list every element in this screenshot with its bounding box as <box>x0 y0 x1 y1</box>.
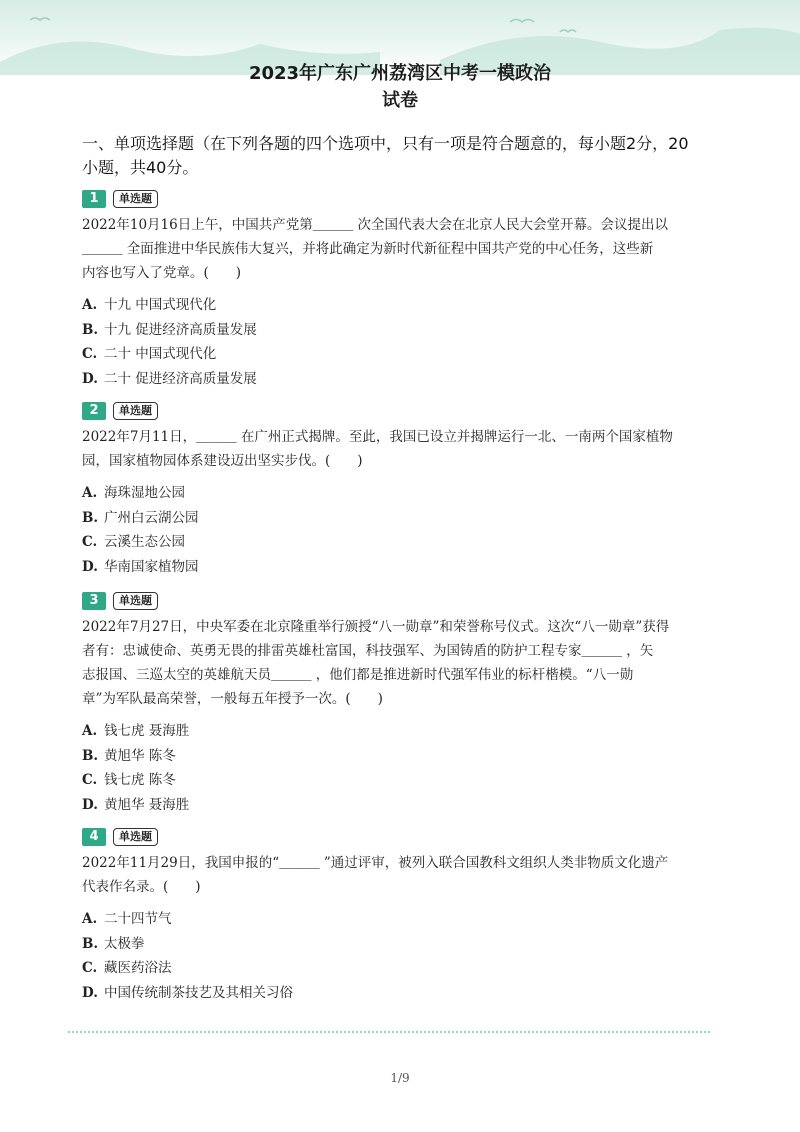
option-letter: A. <box>82 485 98 501</box>
question-stem: 2022年7月11日，＿＿＿ 在广州正式揭牌。至此，我国已设立并揭牌运行一北、一南两个国家植物 园，国家植物园体系建设迈出坚实步伐。( ) <box>82 429 673 469</box>
option-text: 钱七虎 聂海胜 <box>104 723 190 739</box>
option-letter: C. <box>82 346 98 362</box>
option-c[interactable] <box>82 342 702 367</box>
option-b[interactable] <box>82 744 702 769</box>
option-letter: B. <box>82 509 99 526</box>
option-letter: D. <box>82 796 98 813</box>
option-text: 十九 中国式现代化 <box>104 297 217 313</box>
page-number: 1/9 <box>390 1071 410 1085</box>
exam-title-line1: 2023年广东广州荔湾区中考一模政治 <box>248 63 552 84</box>
question-2 <box>82 401 702 579</box>
question-1 <box>82 189 702 391</box>
question-stem: 2022年10月16日上午，中国共产党第＿＿＿ 次全国代表大会在北京人民大会堂开幕。会议提出以 ＿＿＿ 全面推进中华民族伟大复兴，并将此确定为新时代新征程中国共产党的中心任务，这些新 内容也写入了党章。( ) <box>82 217 669 281</box>
footer-divider <box>68 1031 710 1033</box>
option-text: 二十 促进经济高质量发展 <box>104 370 257 387</box>
options-list <box>82 907 702 1005</box>
section-heading-line1: 一、单项选择题（在下列各题的四个选项中，只有一项是符合题意的，每小题2分，20 <box>82 134 689 153</box>
option-text: 二十四节气 <box>104 911 172 927</box>
section-heading <box>82 132 702 180</box>
option-text: 藏医药浴法 <box>104 960 172 976</box>
option-letter: B. <box>82 935 99 952</box>
option-d[interactable] <box>82 793 702 818</box>
option-letter: C. <box>82 960 98 976</box>
option-text: 华南国家植物园 <box>104 558 199 575</box>
option-text: 海珠湿地公园 <box>104 485 185 501</box>
question-type-badge: 单选题 <box>113 190 158 208</box>
option-a[interactable] <box>82 907 702 932</box>
question-type-badge: 单选题 <box>113 828 158 846</box>
question-number-badge: 2 <box>82 402 106 420</box>
option-c[interactable] <box>82 768 702 793</box>
question-3 <box>82 591 702 817</box>
question-stem: 2022年7月27日，中央军委在北京隆重举行颁授“八一勋章”和荣誉称号仪式。这次“八一勋章”获得 者有：忠诚使命、英勇无畏的排雷英雄杜富国，科技强军、为国铸盾的防护工程专家＿＿＿ ，矢 志报国、三巡太空的英雄航天员＿＿＿ ，他们都是推进新时代强军伟业的标杆楷模。“八一勋 章”为军队最高荣誉，一般每五年授予一次。( ) <box>82 619 670 707</box>
option-c[interactable] <box>82 530 702 555</box>
question-type-badge: 单选题 <box>113 592 158 610</box>
option-letter: A. <box>82 723 98 739</box>
option-letter: D. <box>82 370 98 387</box>
option-text: 钱七虎 陈冬 <box>104 772 176 788</box>
option-a[interactable] <box>82 293 702 318</box>
question-4 <box>82 827 702 1005</box>
option-a[interactable] <box>82 719 702 744</box>
question-number-badge: 3 <box>82 592 106 610</box>
option-b[interactable] <box>82 506 702 531</box>
option-letter: C. <box>82 772 98 788</box>
option-text: 二十 中国式现代化 <box>104 346 217 362</box>
option-c[interactable] <box>82 956 702 981</box>
option-d[interactable] <box>82 555 702 580</box>
option-letter: B. <box>82 747 99 764</box>
exam-title-line2: 试卷 <box>382 90 418 111</box>
option-a[interactable] <box>82 481 702 506</box>
option-text: 中国传统制茶技艺及其相关习俗 <box>104 984 293 1001</box>
option-b[interactable] <box>82 318 702 343</box>
option-letter: B. <box>82 321 99 338</box>
option-text: 十九 促进经济高质量发展 <box>104 321 257 338</box>
option-text: 太极拳 <box>104 935 145 952</box>
option-letter: D. <box>82 558 98 575</box>
options-list <box>82 481 702 579</box>
option-letter: D. <box>82 984 98 1001</box>
option-text: 广州白云湖公园 <box>104 509 199 526</box>
options-list <box>82 719 702 817</box>
option-letter: C. <box>82 534 98 550</box>
exam-title <box>0 60 800 114</box>
section-heading-line2: 小题，共40分。 <box>82 158 199 177</box>
option-text: 云溪生态公园 <box>104 534 185 550</box>
option-b[interactable] <box>82 932 702 957</box>
question-number-badge: 4 <box>82 828 106 846</box>
option-text: 黄旭华 聂海胜 <box>104 796 190 813</box>
question-type-badge: 单选题 <box>113 402 158 420</box>
option-letter: A. <box>82 297 98 313</box>
option-d[interactable] <box>82 367 702 392</box>
question-stem: 2022年11月29日，我国申报的“＿＿＿ ”通过评审，被列入联合国教科文组织人类非物质文化遗产 代表作名录。( ) <box>82 855 669 895</box>
options-list <box>82 293 702 391</box>
option-letter: A. <box>82 911 98 927</box>
option-text: 黄旭华 陈冬 <box>104 747 176 764</box>
option-d[interactable] <box>82 981 702 1006</box>
question-number-badge: 1 <box>82 190 106 208</box>
